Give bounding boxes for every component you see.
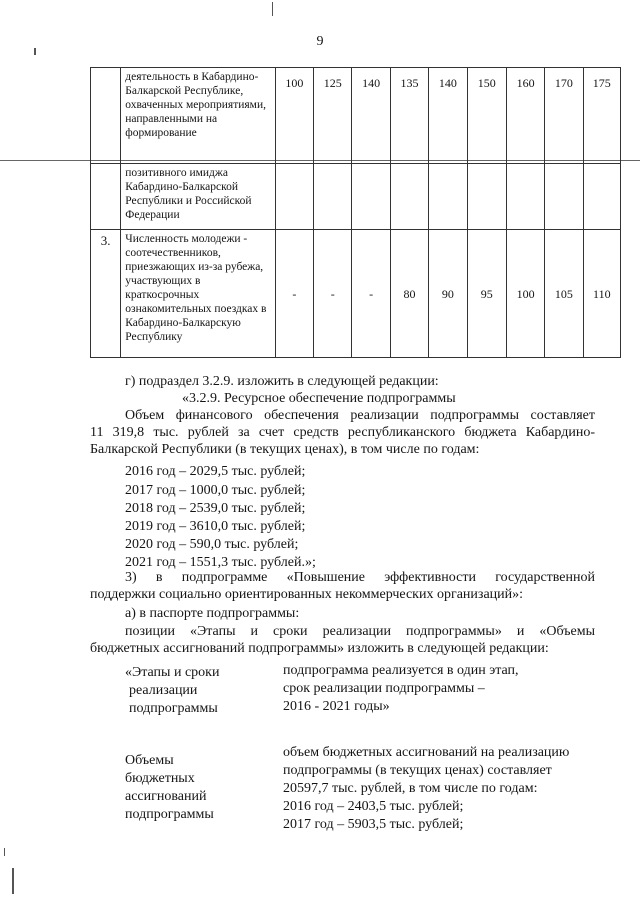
table-cell: - — [314, 230, 352, 358]
table-cell: 90 — [429, 230, 467, 358]
stages-value-line: 2016 - 2021 годы» — [283, 699, 390, 714]
table-cell: 95 — [467, 230, 506, 358]
funding-line-1: Объем финансового обеспечения реализации подпрограммы составляет — [125, 408, 595, 423]
table-cell: 80 — [390, 230, 428, 358]
year-line: 2018 год – 2539,0 тыс. рублей; — [125, 501, 306, 516]
indicators-table — [90, 67, 621, 358]
table-cell — [467, 164, 506, 230]
year-line: 2020 год – 590,0 тыс. рублей; — [125, 537, 299, 552]
stages-value-line: срок реализации подпрограммы – — [283, 681, 485, 696]
funding-line-3: Балкарской Республики (в текущих ценах), в том числе по годам: — [90, 442, 480, 457]
table-row — [91, 164, 621, 230]
year-line: 2019 год – 3610,0 тыс. рублей; — [125, 519, 306, 534]
table-cell: 140 — [352, 68, 390, 164]
stages-value-line: подпрограмма реализуется в один этап, — [283, 663, 519, 678]
row-description: Численность молодежи - соотечественников, приезжающих из-за рубежа, участвующих в краткосрочных ознакомительных поездках в Кабардино-Балкарскую Республику — [121, 230, 275, 358]
positions-line-1: позиции «Этапы и сроки реализации подпрограммы» и «Объемы — [125, 624, 595, 639]
year-line: 2016 год – 2029,5 тыс. рублей; — [125, 464, 306, 479]
volumes-value-line: объем бюджетных ассигнований на реализацию — [283, 745, 570, 760]
volumes-label-line: ассигнований — [125, 789, 207, 804]
table-cell — [429, 164, 467, 230]
stages-label-line: подпрограммы — [129, 701, 218, 716]
table-cell: 100 — [275, 68, 313, 164]
item-a: а) в паспорте подпрограммы: — [125, 606, 300, 621]
table-cell — [506, 164, 544, 230]
stages-label-line: «Этапы и сроки — [125, 665, 220, 680]
table-cell: 160 — [506, 68, 544, 164]
scan-mark — [4, 848, 5, 856]
volumes-label-line: Объемы — [125, 753, 174, 768]
row-description: деятельность в Кабардино-Балкарской Республике, охваченных мероприятиями, направленными на формирование — [121, 68, 275, 164]
table-cell: 170 — [545, 68, 583, 164]
volumes-label-line: бюджетных — [125, 771, 195, 786]
item-g: г) подраздел 3.2.9. изложить в следующей редакции: — [125, 374, 439, 389]
table-cell: 135 — [390, 68, 428, 164]
table-cell — [390, 164, 428, 230]
page-number: 9 — [316, 34, 324, 49]
table-cell — [314, 164, 352, 230]
volumes-value-line: подпрограммы (в текущих ценах) составляет — [283, 763, 552, 778]
table-cell: 100 — [506, 230, 544, 358]
table-row — [91, 68, 621, 164]
row-index: 3. — [91, 230, 121, 358]
section-title: «3.2.9. Ресурсное обеспечение подпрограммы — [182, 391, 456, 406]
table-cell: - — [352, 230, 390, 358]
row-index — [91, 164, 121, 230]
table-cell — [352, 164, 390, 230]
volumes-value-line: 2017 год – 5903,5 тыс. рублей; — [283, 817, 464, 832]
item-3-line-1: 3) в подпрограмме «Повышение эффективности государственной — [125, 570, 595, 585]
table-cell — [275, 164, 313, 230]
positions-line-2: бюджетных ассигнований подпрограммы» изложить в следующей редакции: — [90, 641, 549, 656]
table-row — [91, 230, 621, 358]
volumes-value-line: 2016 год – 2403,5 тыс. рублей; — [283, 799, 464, 814]
row-index — [91, 68, 121, 164]
table-cell: 175 — [583, 68, 620, 164]
scan-mark — [272, 2, 273, 16]
table-cell — [583, 164, 620, 230]
table-cell: - — [275, 230, 313, 358]
table-cell: 125 — [314, 68, 352, 164]
funding-line-2: 11 319,8 тыс. рублей за счет средств республиканского бюджета Кабардино- — [90, 425, 595, 440]
volumes-label-line: подпрограммы — [125, 807, 214, 822]
year-line: 2017 год – 1000,0 тыс. рублей; — [125, 483, 306, 498]
row-description: позитивного имиджа Кабардино-Балкарской Республики и Российской Федерации — [121, 164, 275, 230]
volumes-value-line: 20597,7 тыс. рублей, в том числе по годам: — [283, 781, 538, 796]
item-3-line-2: поддержки социально ориентированных некоммерческих организаций»: — [90, 587, 524, 602]
table-cell: 140 — [429, 68, 467, 164]
scan-mark — [12, 868, 14, 894]
table-cell: 150 — [467, 68, 506, 164]
table-cell: 105 — [545, 230, 583, 358]
table-cell — [545, 164, 583, 230]
table-cell: 110 — [583, 230, 620, 358]
year-line: 2021 год – 1551,3 тыс. рублей.»; — [125, 555, 316, 570]
stages-label-line: реализации — [129, 683, 198, 698]
